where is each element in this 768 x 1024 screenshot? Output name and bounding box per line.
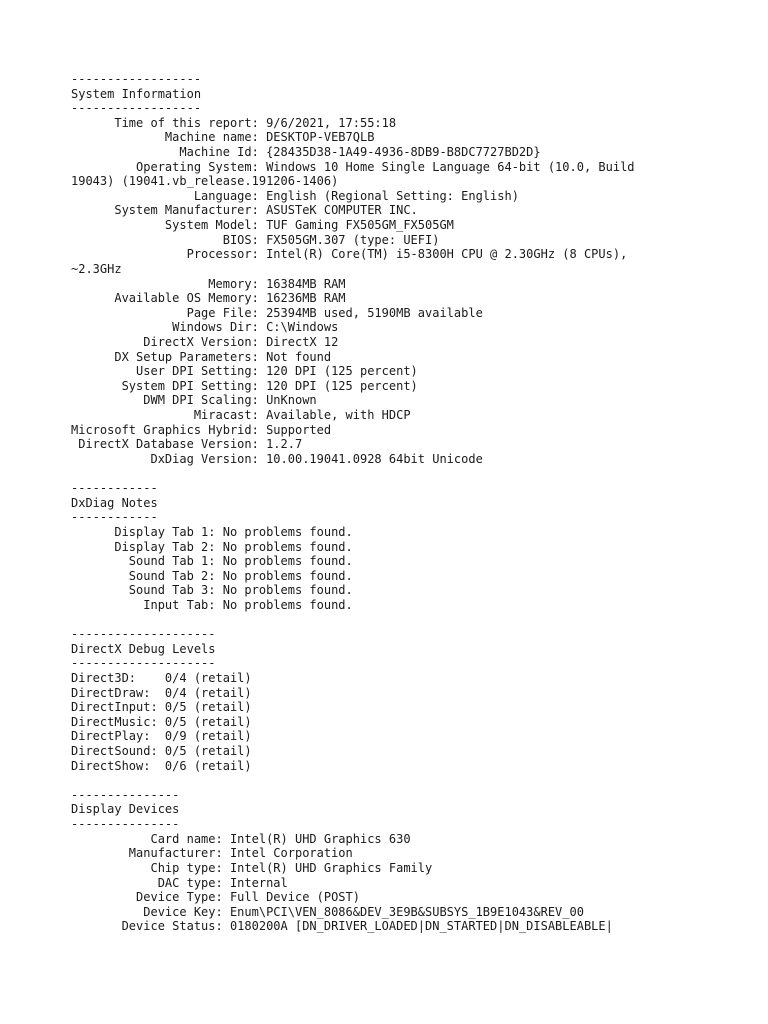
- text-line: DirectShow: 0/6 (retail): [71, 758, 252, 773]
- text-line: Input Tab: No problems found.: [71, 597, 353, 612]
- text-line: Sound Tab 2: No problems found.: [71, 568, 353, 583]
- text-line: Available OS Memory: 16236MB RAM: [71, 291, 346, 306]
- text-line: DirectMusic: 0/5 (retail): [71, 714, 252, 729]
- text-line: DirectSound: 0/5 (retail): [71, 744, 252, 759]
- text-line: Windows Dir: C:\Windows: [71, 320, 339, 335]
- text-line: DxDiag Version: 10.00.19041.0928 64bit Unicode: [71, 451, 483, 466]
- text-line: Sound Tab 3: No problems found.: [71, 583, 353, 598]
- text-line: Sound Tab 1: No problems found.: [71, 554, 353, 569]
- text-line: Chip type: Intel(R) UHD Graphics Family: [71, 860, 433, 875]
- text-line: DAC type: Internal: [71, 875, 288, 890]
- text-line: Display Tab 1: No problems found.: [71, 524, 353, 539]
- text-line: Operating System: Windows 10 Home Single Language 64-bit (10.0, Build: [71, 159, 635, 174]
- text-line: Machine Id: {28435D38-1A49-4936-8DB9-B8DC7727BD2D}: [71, 145, 541, 160]
- text-line: ------------------: [71, 72, 202, 86]
- text-line: Display Tab 2: No problems found.: [71, 539, 353, 554]
- text-line: DX Setup Parameters: Not found: [71, 349, 332, 364]
- text-line: Direct3D: 0/4 (retail): [71, 670, 252, 685]
- text-line: ------------: [71, 481, 158, 496]
- text-line: System Manufacturer: ASUSTeK COMPUTER INC.: [71, 203, 418, 218]
- text-line: DirectInput: 0/5 (retail): [71, 700, 252, 715]
- text-line: Memory: 16384MB RAM: [71, 276, 346, 291]
- text-line: DirectPlay: 0/9 (retail): [71, 729, 252, 744]
- text-line: Time of this report: 9/6/2021, 17:55:18: [71, 115, 397, 130]
- blank-line: [71, 773, 751, 788]
- text-line: ~2.3GHz: [71, 261, 122, 276]
- text-line: 19043) (19041.vb_release.191206-1406): [71, 174, 339, 189]
- text-line: DWM DPI Scaling: UnKnown: [71, 393, 317, 408]
- text-line: ---------------: [71, 817, 180, 832]
- text-line: Microsoft Graphics Hybrid: Supported: [71, 422, 332, 437]
- text-line: Card name: Intel(R) UHD Graphics 630: [71, 831, 411, 846]
- blank-line: [71, 613, 751, 628]
- text-line: ------------------: [71, 101, 202, 116]
- text-line: DxDiag Notes: [71, 495, 158, 510]
- text-line: System DPI Setting: 120 DPI (125 percent): [71, 378, 418, 393]
- text-line: Processor: Intel(R) Core(TM) i5-8300H CPU @ 2.30GHz (8 CPUs),: [71, 247, 628, 262]
- text-line: Device Status: 0180200A [DN_DRIVER_LOADED|DN_STARTED|DN_DISABLEABLE|: [71, 919, 613, 934]
- text-line: Page File: 25394MB used, 5190MB available: [71, 305, 483, 320]
- text-line: System Information: [71, 86, 202, 101]
- text-line: BIOS: FX505GM.307 (type: UEFI): [71, 232, 440, 247]
- text-line: Language: English (Regional Setting: English): [71, 188, 519, 203]
- text-line: Miracast: Available, with HDCP: [71, 408, 411, 423]
- text-line: Device Key: Enum\PCI\VEN_8086&DEV_3E9B&SUBSYS_1B9E1043&REV_00: [71, 904, 584, 919]
- text-line: User DPI Setting: 120 DPI (125 percent): [71, 364, 418, 379]
- text-line: DirectDraw: 0/4 (retail): [71, 685, 252, 700]
- text-line: --------------------: [71, 656, 216, 671]
- text-line: Device Type: Full Device (POST): [71, 890, 360, 905]
- text-line: --------------------: [71, 627, 216, 642]
- document-page: [71, 72, 751, 934]
- text-line: ------------: [71, 510, 158, 525]
- text-line: DirectX Database Version: 1.2.7: [71, 437, 303, 452]
- text-line: Display Devices: [71, 802, 180, 817]
- blank-line: [71, 466, 751, 481]
- text-line: DirectX Version: DirectX 12: [71, 334, 339, 349]
- text-line: DirectX Debug Levels: [71, 641, 216, 656]
- text-line: Machine name: DESKTOP-VEB7QLB: [71, 130, 375, 145]
- text-line: ---------------: [71, 787, 180, 802]
- text-line: System Model: TUF Gaming FX505GM_FX505GM: [71, 218, 454, 233]
- text-line: Manufacturer: Intel Corporation: [71, 846, 353, 861]
